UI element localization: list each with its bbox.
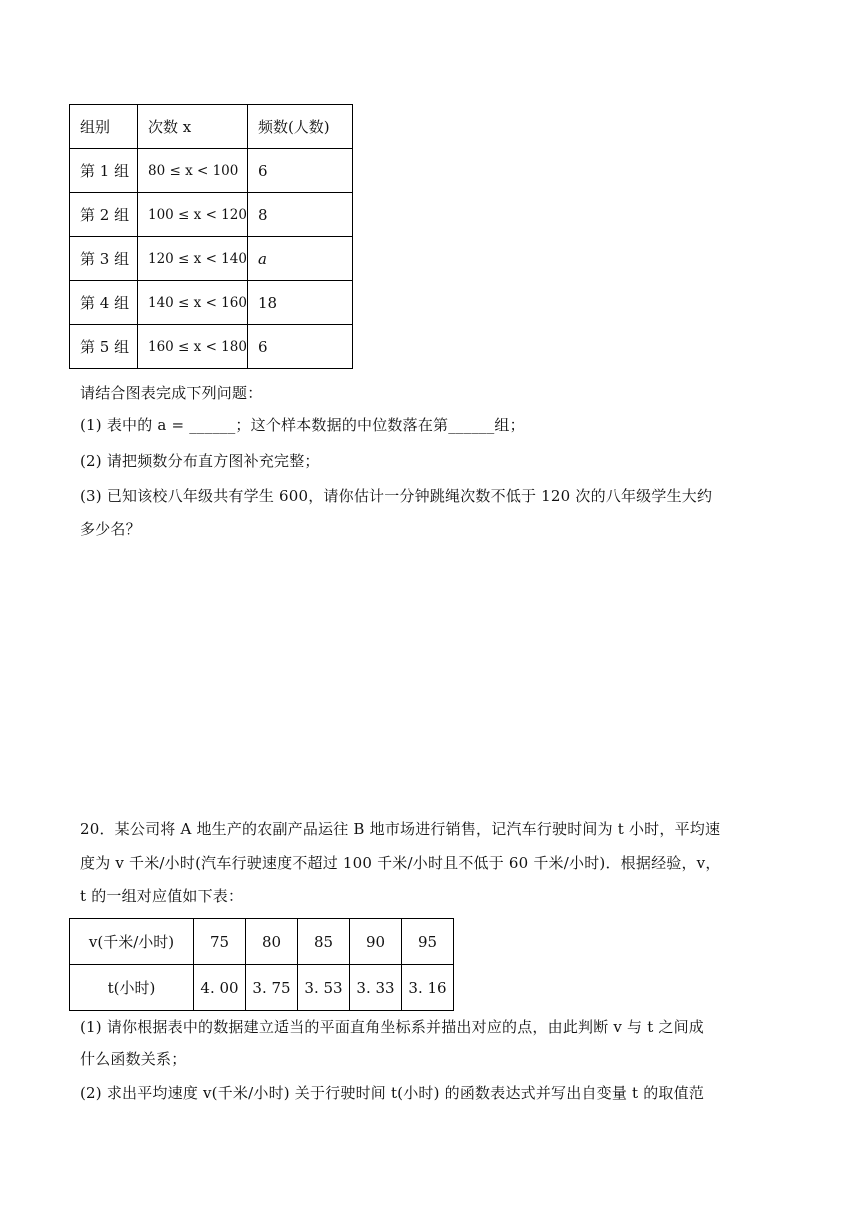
group-cell: 第 5 组 (70, 325, 138, 369)
speed-row-label: v(千米/小时) (70, 919, 194, 965)
time-value-cell: 3. 75 (246, 965, 298, 1011)
table-row (70, 149, 353, 193)
q19-part3-line2: 多少名？ (80, 520, 141, 538)
time-value-cell: 3. 16 (402, 965, 454, 1011)
range-cell: 80 ≤ x < 100 (138, 149, 248, 193)
table-row (70, 281, 353, 325)
header-frequency: 频数(人数) (247, 105, 352, 149)
q19-part2: (2) 请把频数分布直方图补充完整； (80, 452, 320, 470)
table-row (70, 237, 353, 281)
q19-intro: 请结合图表完成下列问题： (80, 384, 263, 402)
range-cell: 100 ≤ x < 120 (138, 193, 248, 237)
range-cell: 140 ≤ x < 160 (138, 281, 248, 325)
table-row (70, 325, 353, 369)
group-cell: 第 1 组 (70, 149, 138, 193)
q20-part1-line1: (1) 请你根据表中的数据建立适当的平面直角坐标系并描出对应的点，由此判断 v 与 t 之间成 (80, 1018, 704, 1036)
frequency-table (69, 104, 353, 369)
header-count: 次数 x (138, 105, 248, 149)
group-cell: 第 2 组 (70, 193, 138, 237)
speed-value-cell: 95 (402, 919, 454, 965)
q20-part1-line2: 什么函数关系； (80, 1050, 187, 1068)
speed-value-cell: 85 (298, 919, 350, 965)
time-row-label: t(小时) (70, 965, 194, 1011)
speed-time-table (69, 918, 454, 1011)
q20-line2: 度为 v 千米/小时(汽车行驶速度不超过 100 千米/小时且不低于 60 千米/小时)．根据经验，v， (80, 854, 721, 872)
range-cell: 120 ≤ x < 140 (138, 237, 248, 281)
frequency-cell: 6 (247, 149, 352, 193)
q20-part2-line1: (2) 求出平均速度 v(千米/小时) 关于行驶时间 t(小时) 的函数表达式并写出自变量 t 的取值范 (80, 1084, 705, 1102)
time-value-cell: 3. 53 (298, 965, 350, 1011)
table-row (70, 193, 353, 237)
speed-value-cell: 90 (350, 919, 402, 965)
frequency-cell: 6 (247, 325, 352, 369)
header-group: 组别 (70, 105, 138, 149)
q20-line1: 20．某公司将 A 地生产的农副产品运往 B 地市场进行销售，记汽车行驶时间为 t 小时，平均速 (80, 820, 721, 838)
q19-part3-line1: (3) 已知该校八年级共有学生 600，请你估计一分钟跳绳次数不低于 120 次的八年级学生大约 (80, 487, 713, 505)
speed-value-cell: 75 (194, 919, 246, 965)
time-value-cell: 3. 33 (350, 965, 402, 1011)
q19-part1: (1) 表中的 a = ______；这个样本数据的中位数落在第______组； (80, 416, 525, 434)
speed-row (70, 919, 454, 965)
time-row (70, 965, 454, 1011)
group-cell: 第 3 组 (70, 237, 138, 281)
speed-value-cell: 80 (246, 919, 298, 965)
q20-line3: t 的一组对应值如下表： (80, 887, 244, 905)
frequency-cell: a (247, 237, 352, 281)
range-cell: 160 ≤ x < 180 (138, 325, 248, 369)
frequency-cell: 8 (247, 193, 352, 237)
frequency-table-header-row (70, 105, 353, 149)
group-cell: 第 4 组 (70, 281, 138, 325)
time-value-cell: 4. 00 (194, 965, 246, 1011)
frequency-cell: 18 (247, 281, 352, 325)
